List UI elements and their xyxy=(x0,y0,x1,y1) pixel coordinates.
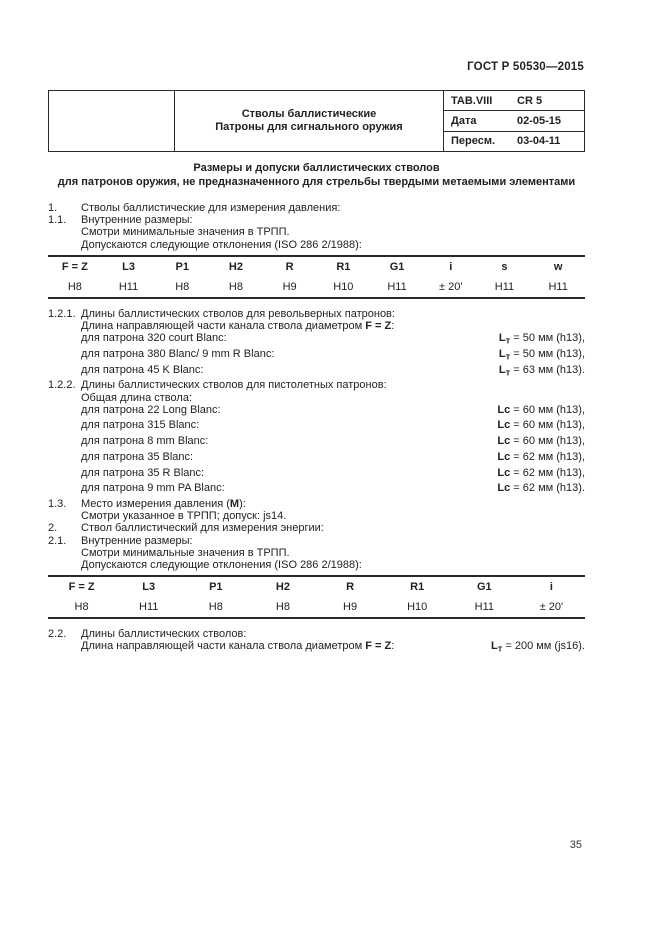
section-item-2-1 xyxy=(48,535,585,572)
length-value: $L_T = 50$ мм (h13), xyxy=(498,347,585,362)
text-line: для патрона 320 court Blanc: $L_T = 50$ мм (h13), xyxy=(81,332,585,348)
text-line: Стволы баллистические для измерения давления: xyxy=(81,202,341,214)
table-header-cell: R1 xyxy=(336,260,351,273)
text-line: Смотри минимальные значения в ТРПП. xyxy=(81,546,290,559)
length-value: Lc = 60 мм (h13), xyxy=(497,403,585,416)
section-list xyxy=(48,308,585,571)
table-cell: H8 xyxy=(208,601,223,614)
header-subject-cell xyxy=(175,91,443,151)
text-line: Общая длина ствола: xyxy=(81,391,192,404)
table-cell: H9 xyxy=(282,280,297,293)
text-line: Длина направляющей части канала ствола диаметром F = Z: xyxy=(81,320,395,333)
header-revision-block xyxy=(443,91,584,151)
table-header-cell: G1 xyxy=(389,260,405,273)
section-item-1-3 xyxy=(48,498,585,522)
table-cell: H11 xyxy=(387,280,407,293)
table-cell: H11 xyxy=(139,601,159,614)
text-line: Длины баллистических стволов для пистолетных патронов: xyxy=(81,379,387,392)
revision-value: 03-04-11 xyxy=(517,135,561,148)
item-number: 1.3. xyxy=(48,497,67,510)
table-header-cell: L3 xyxy=(142,581,156,594)
table-cell: H11 xyxy=(474,601,494,614)
table-header-cell: F = Z xyxy=(61,260,88,273)
table-header-cell: R xyxy=(346,581,355,594)
item-number: 1.2.2. xyxy=(48,379,76,392)
revision-label: Пересм. xyxy=(451,135,496,148)
tolerance-table-2 xyxy=(48,575,585,619)
length-value: $L_T = 200$ мм (js16). xyxy=(490,640,585,654)
table-cell: H9 xyxy=(343,601,358,614)
table-header-cell: P1 xyxy=(209,581,223,594)
table-header-cell: R xyxy=(285,260,294,273)
revision-row xyxy=(444,110,584,130)
table-header-cell: F = Z xyxy=(68,581,95,594)
text-line: Ствол баллистический для измерения энергии: xyxy=(81,522,324,535)
table-value-row xyxy=(48,277,585,297)
page-number: 35 xyxy=(569,839,582,851)
table-header-cell: G1 xyxy=(476,581,492,594)
text-line: Длина направляющей части канала ствола диаметром F = Z: $L_T = 200$ мм (js16). xyxy=(81,640,585,656)
text-line: Допускаются следующие отклонения (ISO 286 2/1988): xyxy=(81,558,362,571)
length-value: $L_T = 50$ мм (h13), xyxy=(498,332,585,346)
table-cell: H11 xyxy=(548,280,568,293)
table-cell: H8 xyxy=(175,280,190,293)
table-header-cell: H2 xyxy=(228,260,243,273)
table-cell: H8 xyxy=(275,601,290,614)
table-cell: H11 xyxy=(494,280,515,293)
item-number: 1.2.1. xyxy=(48,307,76,320)
table-cell: ± 20' xyxy=(439,280,463,293)
page-title-line-2: для патронов оружия, не предназначенного для стрельбы твердыми метаемыми элементами xyxy=(57,175,576,188)
text-line: для патрона 315 Blanc: Lc = 60 мм (h13), xyxy=(81,419,585,435)
table-header-cell: R1 xyxy=(410,581,425,594)
table-header-row xyxy=(48,577,585,597)
section-list xyxy=(48,202,585,251)
text-line: для патрона 35 R Blanc: Lc = 62 мм (h13), xyxy=(81,467,585,483)
document-header-table xyxy=(48,90,585,152)
table-header-cell: i xyxy=(449,260,453,273)
text-line: Внутренние размеры: xyxy=(81,534,193,547)
header-empty-cell xyxy=(49,91,175,151)
revision-value: 02-05-15 xyxy=(517,114,562,127)
subject-line-2: Патроны для сигнального оружия xyxy=(215,121,403,133)
text-line: Допускаются следующие отклонения (ISO 286 2/1988): xyxy=(81,238,362,251)
item-number: 1.1. xyxy=(48,214,67,227)
text-line: для патрона 8 mm Blanc: Lc = 60 мм (h13), xyxy=(81,435,585,451)
revision-row xyxy=(444,91,584,110)
length-value: Lc = 62 мм (h13), xyxy=(497,466,585,479)
table-cell: H11 xyxy=(118,280,139,293)
page-title-line-1: Размеры и допуски баллистических стволов xyxy=(193,162,440,174)
text-line: Длины баллистических стволов: xyxy=(81,628,247,641)
table-header-cell: s xyxy=(501,260,508,273)
gost-standard-number: ГОСТ Р 50530—2015 xyxy=(467,61,584,73)
table-cell: H8 xyxy=(67,280,82,293)
page-title xyxy=(48,162,585,189)
item-number: 2.2. xyxy=(48,628,67,641)
table-header-cell: w xyxy=(553,260,563,273)
length-value: Lc = 62 мм (h13), xyxy=(497,450,585,463)
table-cell: H8 xyxy=(228,280,243,293)
table-header-cell: i xyxy=(549,581,553,594)
text-line: для патрона 35 Blanc: Lc = 62 мм (h13), xyxy=(81,451,585,467)
tolerance-table-1 xyxy=(48,255,585,299)
section-list xyxy=(48,628,585,656)
table-header-cell: P1 xyxy=(175,260,189,273)
text-line: Смотри указанное в ТРПП; допуск: js14. xyxy=(81,510,287,523)
section-item-1-2-2 xyxy=(48,379,585,498)
text-line: для патрона 380 Blanc/ 9 mm R Blanc: $L_T = 50$ мм (h13), xyxy=(81,348,585,364)
table-cell: ± 20' xyxy=(539,601,564,614)
section-item-1 xyxy=(48,202,585,214)
revision-label: TAB.VIII xyxy=(451,94,493,107)
table-value-row xyxy=(48,597,585,617)
text-line: Длины баллистических стволов для револьверных патронов: xyxy=(81,307,395,320)
table-header-row xyxy=(48,257,585,277)
revision-value: CR 5 xyxy=(517,94,543,107)
text-line: Место измерения давления (M): xyxy=(81,497,246,510)
subject-line-1: Стволы баллистические xyxy=(241,107,377,120)
text-line: для патрона 22 Long Blanc: Lc = 60 мм (h13), xyxy=(81,404,585,420)
table-cell: H10 xyxy=(407,601,428,614)
item-number: 2.1. xyxy=(48,534,67,547)
item-number: 1. xyxy=(48,202,58,214)
revision-label: Дата xyxy=(451,114,477,127)
text-line: Смотри минимальные значения в ТРПП. xyxy=(81,226,290,239)
table-header-cell: H2 xyxy=(275,581,290,594)
text-line: Внутренние размеры: xyxy=(81,214,193,227)
length-value: Lc = 62 мм (h13). xyxy=(497,482,585,495)
section-item-2 xyxy=(48,522,585,534)
length-value: $L_T = 63$ мм (h13). xyxy=(498,363,585,378)
length-value: Lc = 60 мм (h13), xyxy=(497,435,585,448)
section-item-2-2 xyxy=(48,628,585,656)
section-item-1-2-1 xyxy=(48,308,585,380)
table-cell: H10 xyxy=(333,280,354,293)
item-number: 2. xyxy=(48,522,58,535)
table-header-cell: L3 xyxy=(122,260,135,273)
table-cell: H8 xyxy=(74,601,89,614)
length-value: Lc = 60 мм (h13), xyxy=(497,419,585,432)
text-line: для патрона 45 K Blanc: $L_T = 63$ мм (h13). xyxy=(81,364,585,380)
section-item-1-1 xyxy=(48,214,585,251)
revision-row xyxy=(444,131,584,151)
text-line: для патрона 9 mm PA Blanc: Lc = 62 мм (h13). xyxy=(81,482,585,498)
